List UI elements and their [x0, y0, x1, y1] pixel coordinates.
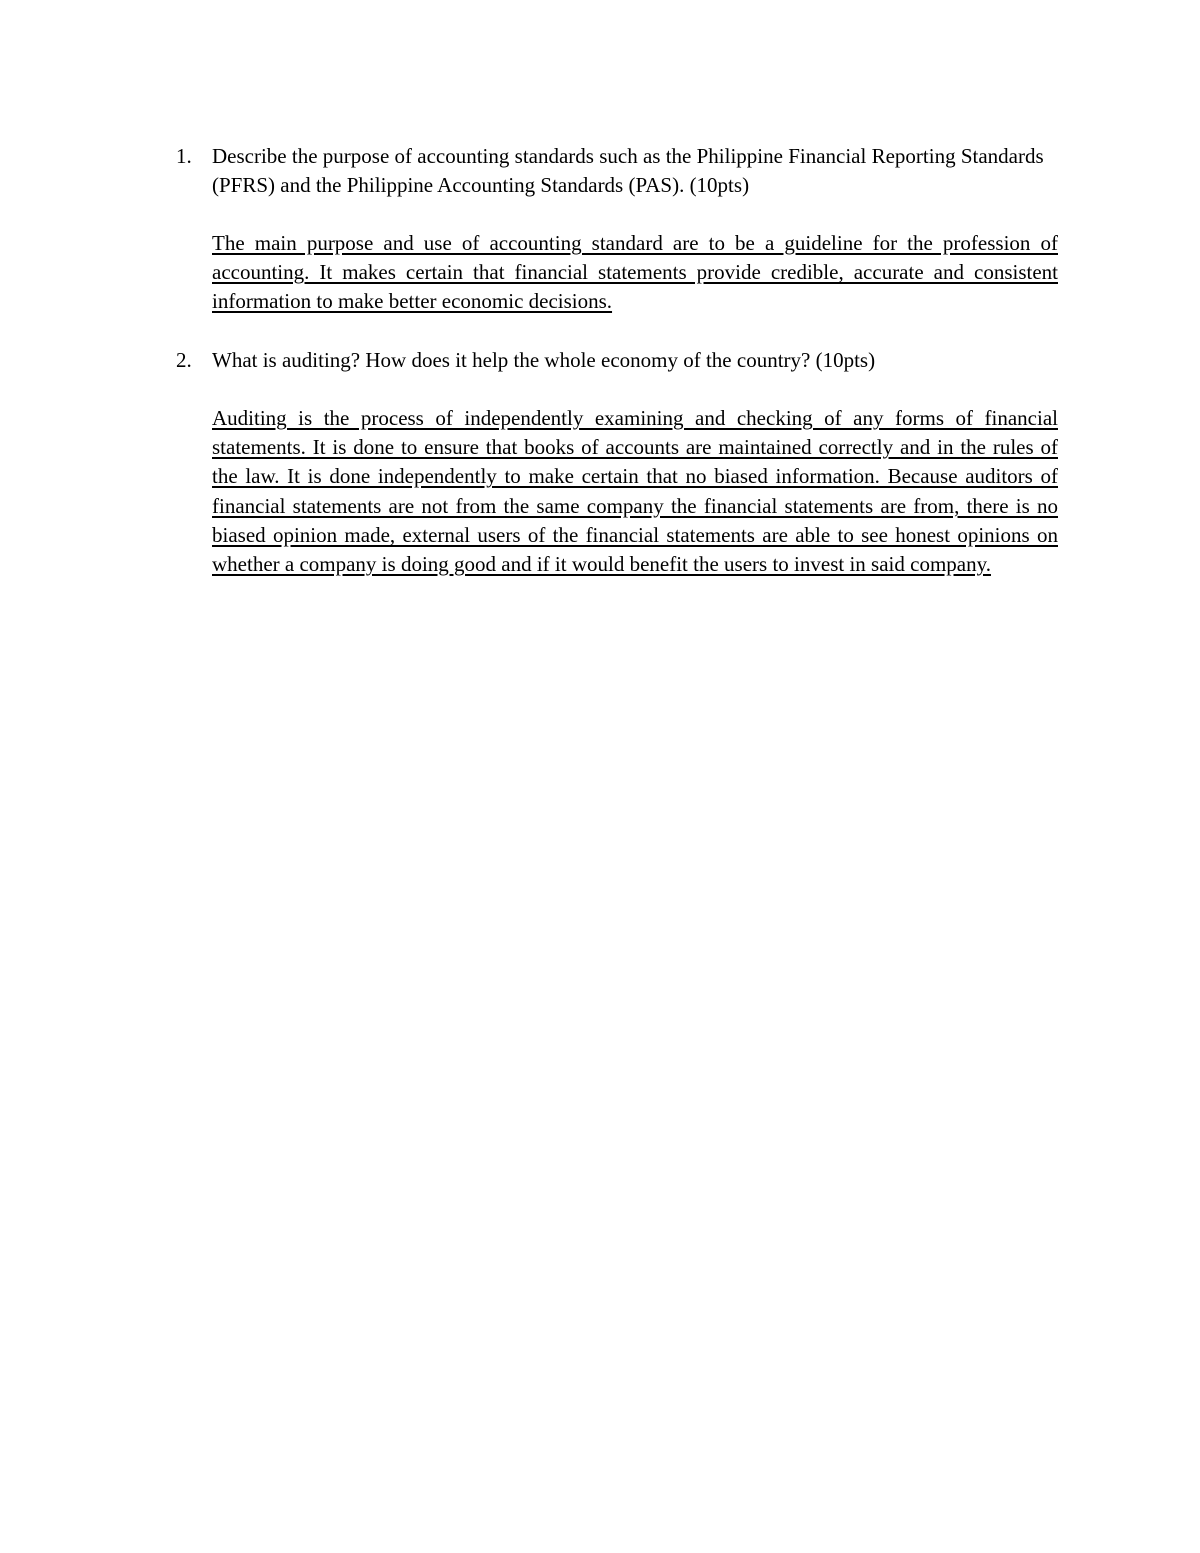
answer-text: Auditing is the process of independently examining and checking of any forms of financial statements. It is done to ensure that books of accounts are maintained correctly and in the rules of the law. It is done independently to make certain that no biased information. Because auditors of financial statements are not from the same company the financial statements are from, there is no biased opinion made, external users of the financial statements are able to see honest opinions on whether a company is doing good and if it would benefit the users to invest in said company.	[212, 406, 1058, 577]
list-item	[176, 346, 1058, 579]
item-number: 1.	[176, 144, 192, 168]
question-text: What is auditing? How does it help the whole economy of the country? (10pts)	[212, 348, 876, 372]
question-text: Describe the purpose of accounting standards such as the Philippine Financial Reporting Standards (PFRS) and the Philippine Accounting Standards (PAS). (10pts)	[212, 144, 1044, 197]
answer-text: The main purpose and use of accounting standard are to be a guideline for the profession of accounting. It makes certain that financial statements provide credible, accurate and consistent information to make better economic decisions.	[212, 231, 1058, 314]
list-item	[176, 142, 1058, 317]
item-number: 2.	[176, 348, 192, 372]
